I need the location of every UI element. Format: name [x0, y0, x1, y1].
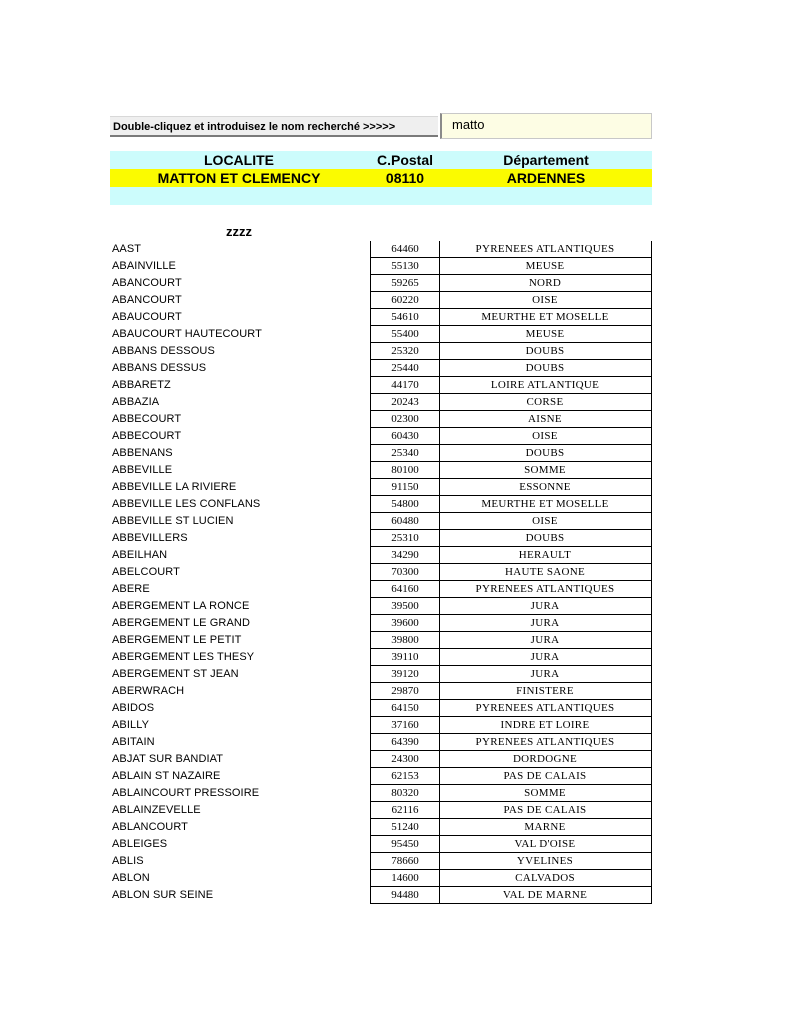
commune-name: ABBENANS — [112, 447, 173, 459]
code-postal-cell: 60480 — [370, 513, 440, 530]
code-postal-cell: 78660 — [370, 853, 440, 870]
search-input[interactable]: matto — [440, 113, 652, 139]
departement-cell: MEURTHE ET MOSELLE — [439, 496, 652, 513]
code-postal-cell: 25340 — [370, 445, 440, 462]
commune-name: AAST — [112, 243, 142, 255]
table-row[interactable] — [110, 394, 652, 411]
commune-name: ABITAIN — [112, 736, 155, 748]
commune-name: ABBANS DESSOUS — [112, 345, 215, 357]
code-postal-cell: 95450 — [370, 836, 440, 853]
commune-name: ABAINVILLE — [112, 260, 176, 272]
result-departement: ARDENNES — [506, 170, 586, 186]
commune-name: ABERGEMENT LA RONCE — [112, 600, 250, 612]
departement-cell: INDRE ET LOIRE — [439, 717, 652, 734]
code-postal-cell: 54800 — [370, 496, 440, 513]
commune-name: ABAUCOURT HAUTECOURT — [112, 328, 262, 340]
departement-cell: PAS DE CALAIS — [439, 802, 652, 819]
code-postal-cell: 34290 — [370, 547, 440, 564]
departement-cell: CORSE — [439, 394, 652, 411]
departement-cell: PYRENEES ATLANTIQUES — [439, 734, 652, 751]
result-blank-row — [110, 187, 652, 205]
departement-cell: DOUBS — [439, 360, 652, 377]
code-postal-cell: 25440 — [370, 360, 440, 377]
commune-name: ABELCOURT — [112, 566, 180, 578]
departement-cell: OISE — [439, 428, 652, 445]
code-postal-cell: 14600 — [370, 870, 440, 887]
commune-name: ABBECOURT — [112, 413, 182, 425]
table-row[interactable] — [110, 734, 652, 751]
table-row[interactable] — [110, 751, 652, 768]
search-instruction-label: Double-cliquez et introduisez le nom recherché >>>>> — [110, 116, 438, 137]
commune-list — [110, 241, 652, 904]
commune-name: ABERE — [112, 583, 150, 595]
departement-cell: MEUSE — [439, 326, 652, 343]
code-postal-cell: 64160 — [370, 581, 440, 598]
result-header-row — [110, 151, 652, 169]
code-postal-cell: 80320 — [370, 785, 440, 802]
commune-name: ABLAINZEVELLE — [112, 804, 201, 816]
code-postal-cell: 62116 — [370, 802, 440, 819]
table-row[interactable] — [110, 275, 652, 292]
departement-cell: HAUTE SAONE — [439, 564, 652, 581]
departement-cell: JURA — [439, 615, 652, 632]
departement-cell: SOMME — [439, 462, 652, 479]
departement-cell: VAL D'OISE — [439, 836, 652, 853]
table-row[interactable] — [110, 683, 652, 700]
table-row[interactable] — [110, 377, 652, 394]
table-row[interactable] — [110, 530, 652, 547]
code-postal-cell: 55130 — [370, 258, 440, 275]
departement-cell: MARNE — [439, 819, 652, 836]
table-row[interactable] — [110, 768, 652, 785]
commune-name: ABJAT SUR BANDIAT — [112, 753, 224, 765]
departement-cell: DOUBS — [439, 343, 652, 360]
table-row[interactable] — [110, 411, 652, 428]
table-row[interactable] — [110, 309, 652, 326]
commune-name: ABEILHAN — [112, 549, 168, 561]
code-postal-cell: 91150 — [370, 479, 440, 496]
code-postal-cell: 02300 — [370, 411, 440, 428]
table-row[interactable] — [110, 360, 652, 377]
code-postal-cell: 51240 — [370, 819, 440, 836]
table-row[interactable] — [110, 836, 652, 853]
table-row[interactable] — [110, 462, 652, 479]
code-postal-cell: 25320 — [370, 343, 440, 360]
result-localite: MATTON ET CLEMENCY — [157, 170, 321, 186]
header-departement: Département — [503, 152, 589, 168]
commune-name: ABANCOURT — [112, 294, 182, 306]
commune-name: ABLAINCOURT PRESSOIRE — [112, 787, 260, 799]
code-postal-cell: 94480 — [370, 887, 440, 904]
table-row[interactable] — [110, 479, 652, 496]
code-postal-cell: 29870 — [370, 683, 440, 700]
departement-cell: PYRENEES ATLANTIQUES — [439, 581, 652, 598]
commune-name: ABBEVILLERS — [112, 532, 188, 544]
table-row[interactable] — [110, 802, 652, 819]
table-row[interactable] — [110, 343, 652, 360]
departement-cell: JURA — [439, 666, 652, 683]
departement-cell: OISE — [439, 513, 652, 530]
table-row[interactable] — [110, 292, 652, 309]
header-localite: LOCALITE — [204, 152, 274, 168]
departement-cell: DOUBS — [439, 445, 652, 462]
departement-cell: AISNE — [439, 411, 652, 428]
departement-cell: CALVADOS — [439, 870, 652, 887]
list-title: zzzz — [226, 224, 252, 239]
code-postal-cell: 54610 — [370, 309, 440, 326]
result-panel — [110, 151, 652, 205]
table-row[interactable] — [110, 547, 652, 564]
table-row[interactable] — [110, 326, 652, 343]
code-postal-cell: 39600 — [370, 615, 440, 632]
commune-name: ABLIS — [112, 855, 144, 867]
table-row[interactable] — [110, 717, 652, 734]
table-row[interactable] — [110, 700, 652, 717]
code-postal-cell: 24300 — [370, 751, 440, 768]
departement-cell: FINISTERE — [439, 683, 652, 700]
code-postal-cell: 39800 — [370, 632, 440, 649]
commune-name: ABAUCOURT — [112, 311, 182, 323]
table-row[interactable] — [110, 887, 652, 904]
departement-cell: LOIRE ATLANTIQUE — [439, 377, 652, 394]
code-postal-cell: 44170 — [370, 377, 440, 394]
departement-cell: ESSONNE — [439, 479, 652, 496]
table-row[interactable] — [110, 564, 652, 581]
commune-name: ABLAIN ST NAZAIRE — [112, 770, 221, 782]
table-row[interactable] — [110, 513, 652, 530]
departement-cell: PYRENEES ATLANTIQUES — [439, 241, 652, 258]
table-row[interactable] — [110, 853, 652, 870]
commune-name: ABLON SUR SEINE — [112, 889, 214, 901]
result-value-row — [110, 169, 652, 187]
commune-name: ABBAZIA — [112, 396, 160, 408]
code-postal-cell: 25310 — [370, 530, 440, 547]
commune-name: ABIDOS — [112, 702, 155, 714]
commune-name: ABLON — [112, 872, 150, 884]
departement-cell: VAL DE MARNE — [439, 887, 652, 904]
code-postal-cell: 62153 — [370, 768, 440, 785]
commune-name: ABERGEMENT LES THESY — [112, 651, 255, 663]
commune-name: ABBECOURT — [112, 430, 182, 442]
table-row[interactable] — [110, 632, 652, 649]
departement-cell: OISE — [439, 292, 652, 309]
commune-name: ABERWRACH — [112, 685, 185, 697]
commune-name: ABERGEMENT ST JEAN — [112, 668, 239, 680]
commune-name: ABILLY — [112, 719, 150, 731]
header-code-postal: C.Postal — [376, 152, 433, 168]
table-row[interactable] — [110, 870, 652, 887]
departement-cell: NORD — [439, 275, 652, 292]
commune-name: ABBARETZ — [112, 379, 171, 391]
commune-name: ABANCOURT — [112, 277, 182, 289]
code-postal-cell: 37160 — [370, 717, 440, 734]
commune-name: ABBEVILLE LA RIVIERE — [112, 481, 237, 493]
departement-cell: JURA — [439, 598, 652, 615]
departement-cell: YVELINES — [439, 853, 652, 870]
departement-cell: DOUBS — [439, 530, 652, 547]
table-row[interactable] — [110, 581, 652, 598]
table-row[interactable] — [110, 445, 652, 462]
table-row[interactable] — [110, 649, 652, 666]
code-postal-cell: 64390 — [370, 734, 440, 751]
result-code-postal: 08110 — [385, 170, 425, 186]
commune-name: ABBANS DESSUS — [112, 362, 207, 374]
code-postal-cell: 59265 — [370, 275, 440, 292]
table-row[interactable] — [110, 598, 652, 615]
departement-cell: JURA — [439, 649, 652, 666]
code-postal-cell: 39120 — [370, 666, 440, 683]
code-postal-cell: 55400 — [370, 326, 440, 343]
commune-name: ABERGEMENT LE PETIT — [112, 634, 242, 646]
departement-cell: PYRENEES ATLANTIQUES — [439, 700, 652, 717]
table-row[interactable] — [110, 258, 652, 275]
departement-cell: JURA — [439, 632, 652, 649]
table-row[interactable] — [110, 666, 652, 683]
table-row[interactable] — [110, 819, 652, 836]
departement-cell: PAS DE CALAIS — [439, 768, 652, 785]
code-postal-cell: 39110 — [370, 649, 440, 666]
code-postal-cell: 80100 — [370, 462, 440, 479]
departement-cell: MEUSE — [439, 258, 652, 275]
table-row[interactable] — [110, 615, 652, 632]
departement-cell: HERAULT — [439, 547, 652, 564]
commune-name: ABBEVILLE LES CONFLANS — [112, 498, 261, 510]
commune-name: ABERGEMENT LE GRAND — [112, 617, 251, 629]
departement-cell: DORDOGNE — [439, 751, 652, 768]
table-row[interactable] — [110, 496, 652, 513]
table-row[interactable] — [110, 241, 652, 258]
commune-name: ABLEIGES — [112, 838, 168, 850]
code-postal-cell: 60430 — [370, 428, 440, 445]
departement-cell: MEURTHE ET MOSELLE — [439, 309, 652, 326]
code-postal-cell: 60220 — [370, 292, 440, 309]
code-postal-cell: 70300 — [370, 564, 440, 581]
commune-name: ABBEVILLE ST LUCIEN — [112, 515, 234, 527]
commune-name: ABBEVILLE — [112, 464, 173, 476]
code-postal-cell: 64150 — [370, 700, 440, 717]
code-postal-cell: 20243 — [370, 394, 440, 411]
table-row[interactable] — [110, 785, 652, 802]
commune-name: ABLANCOURT — [112, 821, 188, 833]
code-postal-cell: 39500 — [370, 598, 440, 615]
departement-cell: SOMME — [439, 785, 652, 802]
table-row[interactable] — [110, 428, 652, 445]
code-postal-cell: 64460 — [370, 241, 440, 258]
